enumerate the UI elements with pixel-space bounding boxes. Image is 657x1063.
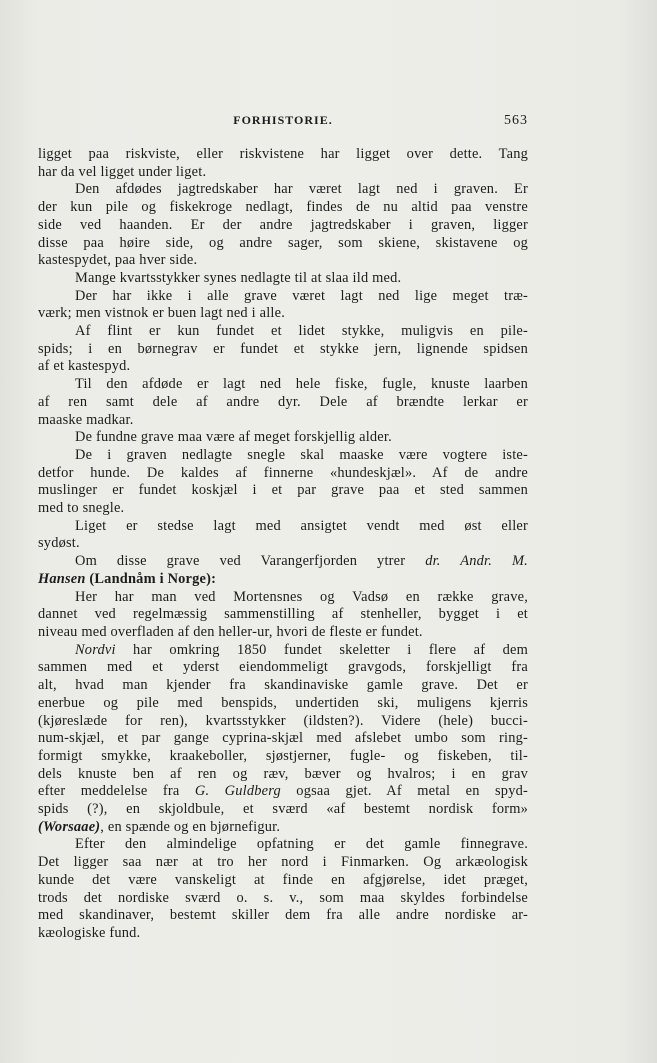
text-line: trods det nordiske sværd o. s. v., som maa skyldes forbindelse — [38, 889, 528, 906]
text-line: af et kastespyd. — [38, 358, 131, 375]
text-line: sydøst. — [38, 535, 80, 552]
text-line: værk; men vistnok er buen lagt ned i alle. — [38, 305, 285, 322]
text-line: Den afdødes jagtredskaber har været lagt ned i graven. Er — [75, 181, 528, 198]
text-line: Her har man ved Mortensnes og Vadsø en række grave, — [75, 588, 528, 605]
text-line: alt, hvad man kjender fra skandinaviske gamle grave. Det er — [38, 677, 528, 694]
text-line: spids; i en børnegrav er fundet et stykke jern, lignende spidsen — [38, 340, 528, 357]
text-line: med skandinaver, bestemt skiller dem fra alle andre nordiske ar- — [38, 907, 528, 924]
text-line-guldberg: efter meddelelse fra G. Guldberg ogsaa gjet. Af metal en spyd- — [38, 783, 528, 800]
text-line: De fundne grave maa være af meget forskjellig alder. — [75, 429, 392, 446]
text-block-4 — [38, 836, 528, 942]
text-line: Efter den almindelige opfatning er det gamle finnegrave. — [75, 836, 528, 853]
person-guldberg: G. Guldberg — [194, 783, 281, 800]
text-line: har da vel ligget under liget. — [38, 163, 207, 180]
running-title: FORHISTORIE. — [233, 113, 333, 127]
text-line: Det ligger saa nær at tro her nord i Finmarken. Og arkæologisk — [38, 854, 528, 871]
body-text — [38, 146, 528, 943]
text-line: formigt smykke, kraakeboller, sjøstjerner, fugle- og fiskeben, til- — [38, 747, 528, 764]
text-line: side ved haanden. Er der andre jagtredskaber i graven, ligger — [38, 216, 528, 233]
text-line: Der har ikke i alle grave været lagt ned lige meget træ- — [75, 287, 528, 304]
text-line: med to snegle. — [38, 500, 125, 517]
text-line: Mange kvartsstykker synes nedlagte til at slaa ild med. — [75, 269, 402, 286]
text-line: ligget paa riskviste, eller riskvistene har ligget over dette. Tang — [38, 146, 528, 162]
text-line-spids: spids (?), en skjoldbule, et sværd «af bestemt nordisk form» — [38, 801, 528, 818]
text-line: af ren samt dele af andre dyr. Dele af brændte lerkar er — [38, 393, 528, 410]
text-block-2 — [38, 589, 528, 642]
page-number: 563 — [504, 113, 528, 128]
text-line: dels knuste ben af ren og ræv, bæver og hvalros; i en grav — [38, 765, 528, 782]
text-line: (kjøreslæde for ren), kvartsstykker (ildsten?). Videre (hele) bucci- — [38, 712, 528, 729]
text-line: Liget er stedse lagt med ansigtet vendt med øst eller — [75, 517, 528, 534]
text-line-hansen: Hansen (Landnåm i Norge): — [38, 570, 217, 587]
text-line-om: Om disse grave ved Varangerfjorden ytrer dr. Andr. M. — [75, 553, 528, 570]
author-name: dr. Andr. M. — [425, 553, 528, 570]
text-line: maaske madkar. — [38, 411, 134, 428]
running-header — [38, 113, 528, 131]
text-line: niveau med overfladen af den heller-ur, hvori de fleste er fundet. — [38, 623, 423, 640]
text-line-nordvi: Nordvi har omkring 1850 fundet skeletter i flere af dem — [75, 641, 528, 658]
text-line: muslinger er fundet koskjæl i et par grave paa et sted sammen — [38, 482, 528, 499]
author-surname: Hansen — [38, 570, 86, 587]
text-line: der kun pile og fiskekroge nedlagt, findes de nu altid paa venstre — [38, 199, 528, 216]
text-line: Af flint er kun fundet et lidet stykke, muligvis en pile- — [75, 323, 528, 340]
text-line: dannet ved regelmæssig sammenstilling af stenheller, bygget i et — [38, 606, 528, 623]
text-line: kastespydet, paa hver side. — [38, 252, 198, 269]
text-line: enerbue og pile med benspids, undertiden ski, muligens kjerris — [38, 694, 528, 711]
text-line: De i graven nedlagte snegle skal maaske være vogtere iste- — [75, 446, 528, 463]
text-line: kæologiske fund. — [38, 924, 141, 941]
text-line: disse paa høire side, og andre sager, som skiene, skistavene og — [38, 234, 528, 251]
person-nordvi: Nordvi — [75, 641, 116, 658]
text-line: num-skjæl, et par gange cyprina-skjæl med afslebet umbo som ring- — [38, 730, 528, 747]
text-line: detfor hunde. De kaldes af finnerne «hundeskjæl». Af de andre — [38, 464, 528, 481]
text-line: kunde det være vanskeligt at finde en afgjørelse, idet præget, — [38, 871, 528, 888]
text-block-1 — [38, 146, 528, 553]
text-line-worsaae: (Worsaae), en spænde og en bjørnefigur. — [38, 818, 281, 835]
text-block-3 — [38, 659, 528, 783]
text-line: Til den afdøde er lagt ned hele fiske, fugle, knuste laarben — [75, 376, 528, 393]
text-line: sammen med et yderst eiendommeligt gravgods, forskjelligt fra — [38, 659, 528, 676]
person-worsaae: (Worsaae) — [38, 818, 101, 835]
